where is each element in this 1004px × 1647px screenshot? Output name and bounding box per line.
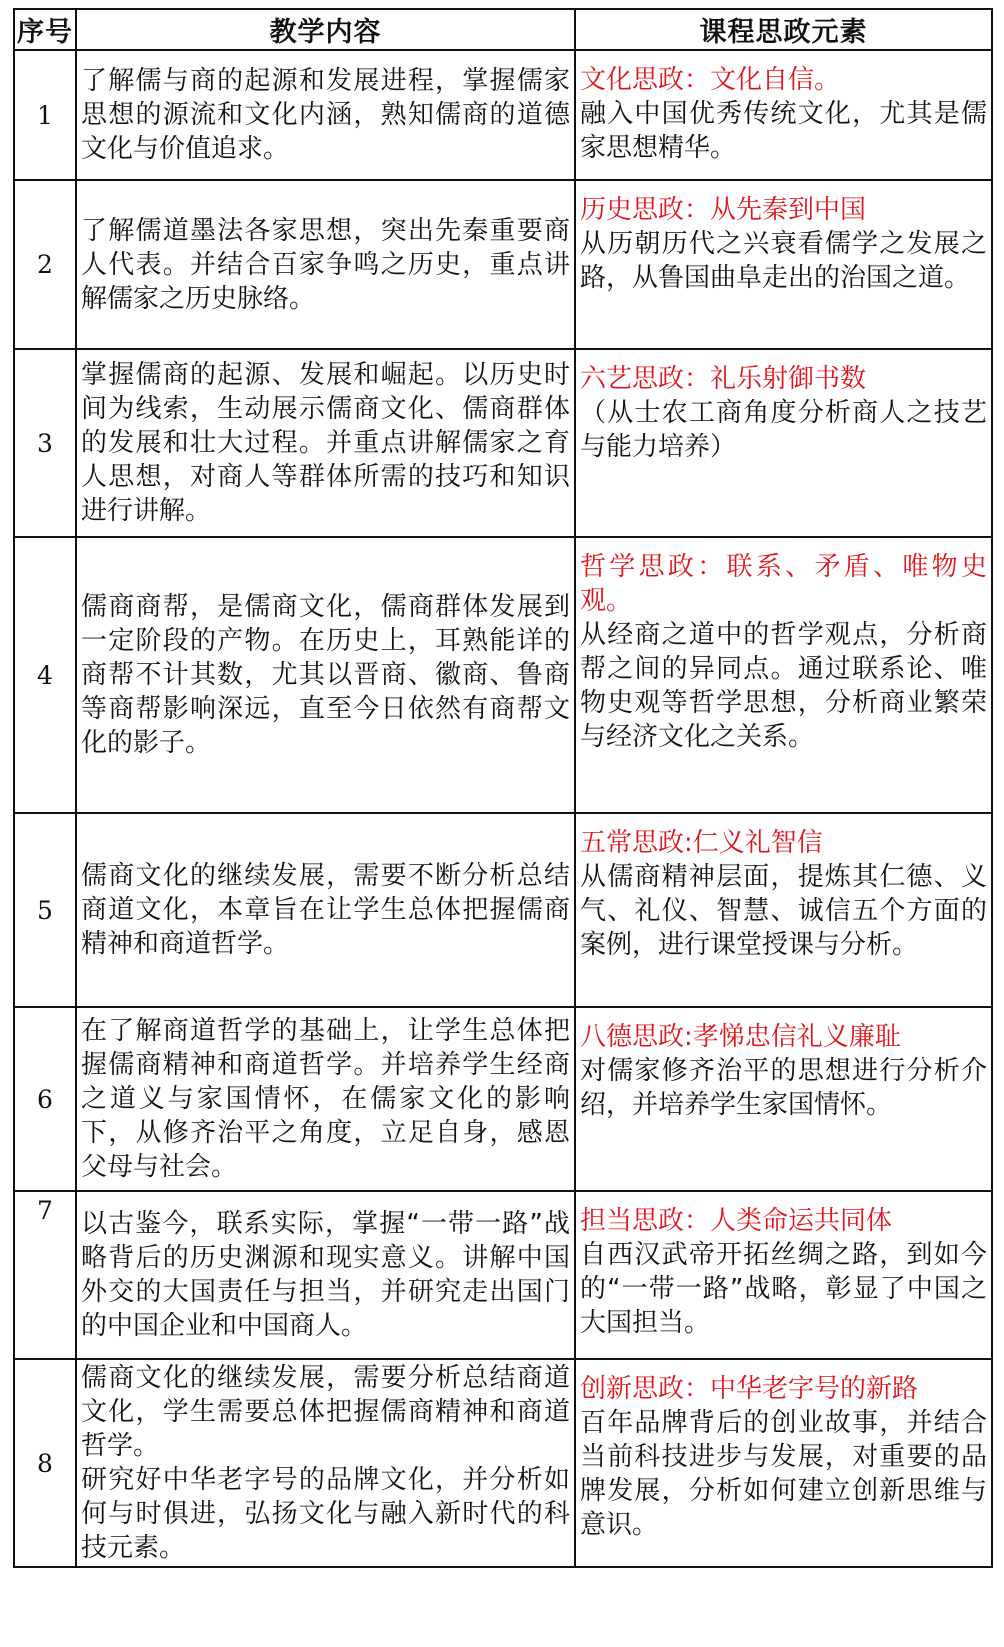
table-row: [14, 349, 992, 537]
row-number: 6: [14, 1007, 76, 1191]
header-elements: 课程思政元素: [575, 9, 992, 50]
ideology-tag: 六艺思政：礼乐射御书数: [580, 364, 867, 394]
teaching-content-text: 在了解商道哲学的基础上，让学生总体把握儒商精神和商道哲学。并培养学生经商之道义与家国情怀，在儒家文化的影响下，从修齐治平之角度，立足自身，感恩父母与社会。: [81, 1016, 570, 1182]
ideology-description: 从经商之道中的哲学观点，分析商帮之间的异同点。通过联系论、唯物史观等哲学思想，分析商业繁荣与经济文化之关系。: [580, 620, 987, 752]
table-row: [14, 180, 992, 349]
header-content: 教学内容: [76, 9, 575, 50]
row-number: 8: [14, 1359, 76, 1567]
table-row: [14, 537, 992, 813]
teaching-content-text: 研究好中华老字号的品牌文化，并分析如何与时俱进，弘扬文化与融入新时代的科技元素。: [81, 1465, 570, 1563]
table-row: [14, 1191, 992, 1359]
ideology-element-cell: [575, 349, 992, 537]
teaching-content-cell: [76, 349, 575, 537]
ideology-tag: 创新思政：中华老字号的新路: [580, 1374, 919, 1404]
row-number: 3: [14, 349, 76, 537]
ideology-element-cell: [575, 537, 992, 813]
row-number: 1: [14, 50, 76, 180]
row-number: 2: [14, 180, 76, 349]
ideology-element-cell: [575, 180, 992, 349]
ideology-tag: 哲学思政：联系、矛盾、唯物史观。: [580, 552, 987, 616]
teaching-content-cell: [76, 180, 575, 349]
table-row: [14, 50, 992, 180]
teaching-content-cell: [76, 1191, 575, 1359]
ideology-element-cell: [575, 1191, 992, 1359]
row-number: 5: [14, 813, 76, 1007]
header-row: [14, 9, 992, 50]
teaching-content-text: 儒商文化的继续发展，需要不断分析总结商道文化，本章旨在让学生总体把握儒商精神和商道哲学。: [81, 861, 570, 959]
ideology-description: 从历朝历代之兴衰看儒学之发展之路，从鲁国曲阜走出的治国之道。: [580, 229, 987, 293]
table-row: [14, 1007, 992, 1191]
teaching-content-text: 掌握儒商的起源、发展和崛起。以历史时间为线索，生动展示儒商文化、儒商群体的发展和壮大过程。并重点讲解儒家之育人思想，对商人等群体所需的技巧和知识进行讲解。: [81, 360, 570, 526]
teaching-content-cell: [76, 813, 575, 1007]
ideology-description: 融入中国优秀传统文化，尤其是儒家思想精华。: [580, 99, 987, 163]
ideology-description: 从儒商精神层面，提炼其仁德、义气、礼仪、智慧、诚信五个方面的案例，进行课堂授课与分析。: [580, 862, 987, 960]
teaching-content-text: 儒商商帮，是儒商文化，儒商群体发展到一定阶段的产物。在历史上，耳熟能详的商帮不计其数，尤其以晋商、徽商、鲁商等商帮影响深远，直至今日依然有商帮文化的影子。: [81, 592, 570, 758]
ideology-element-cell: [575, 1359, 992, 1567]
header-no: 序号: [14, 9, 76, 50]
ideology-element-cell: [575, 1007, 992, 1191]
teaching-content-text: 儒商文化的继续发展，需要分析总结商道文化，学生需要总体把握儒商精神和商道哲学。: [81, 1363, 570, 1461]
teaching-content-text: 以古鉴今，联系实际，掌握“一带一路”战略背后的历史渊源和现实意义。讲解中国外交的大国责任与担当，并研究走出国门的中国企业和中国商人。: [81, 1209, 570, 1341]
ideology-tag: 五常思政:仁义礼智信: [580, 828, 823, 858]
ideology-description: 百年品牌背后的创业故事，并结合当前科技进步与发展，对重要的品牌发展，分析如何建立创新思维与意识。: [580, 1408, 987, 1540]
table-row: [14, 1359, 992, 1567]
teaching-content-cell: [76, 1359, 575, 1567]
teaching-content-cell: [76, 50, 575, 180]
ideology-tag: 担当思政：人类命运共同体: [580, 1206, 893, 1236]
table-row: [14, 813, 992, 1007]
ideology-tag: 历史思政：从先秦到中国: [580, 195, 867, 225]
row-number: 7: [14, 1191, 76, 1359]
teaching-content-cell: [76, 1007, 575, 1191]
ideology-element-cell: [575, 813, 992, 1007]
ideology-description: （从士农工商角度分析商人之技艺与能力培养）: [580, 398, 987, 462]
row-number: 4: [14, 537, 76, 813]
ideology-table: [13, 8, 993, 1568]
ideology-description: 自西汉武帝开拓丝绸之路，到如今的“一带一路”战略，彰显了中国之大国担当。: [580, 1240, 987, 1338]
teaching-content-text: 了解儒道墨法各家思想，突出先秦重要商人代表。并结合百家争鸣之历史，重点讲解儒家之历史脉络。: [81, 215, 570, 314]
teaching-content-text: 了解儒与商的起源和发展进程，掌握儒家思想的源流和文化内涵，熟知儒商的道德文化与价值追求。: [81, 66, 570, 164]
ideology-element-cell: [575, 50, 992, 180]
ideology-tag: 八德思政:孝悌忠信礼义廉耻: [580, 1022, 901, 1052]
ideology-tag: 文化思政：文化自信。: [580, 65, 841, 95]
ideology-description: 对儒家修齐治平的思想进行分析介绍，并培养学生家国情怀。: [580, 1056, 987, 1120]
teaching-content-cell: [76, 537, 575, 813]
